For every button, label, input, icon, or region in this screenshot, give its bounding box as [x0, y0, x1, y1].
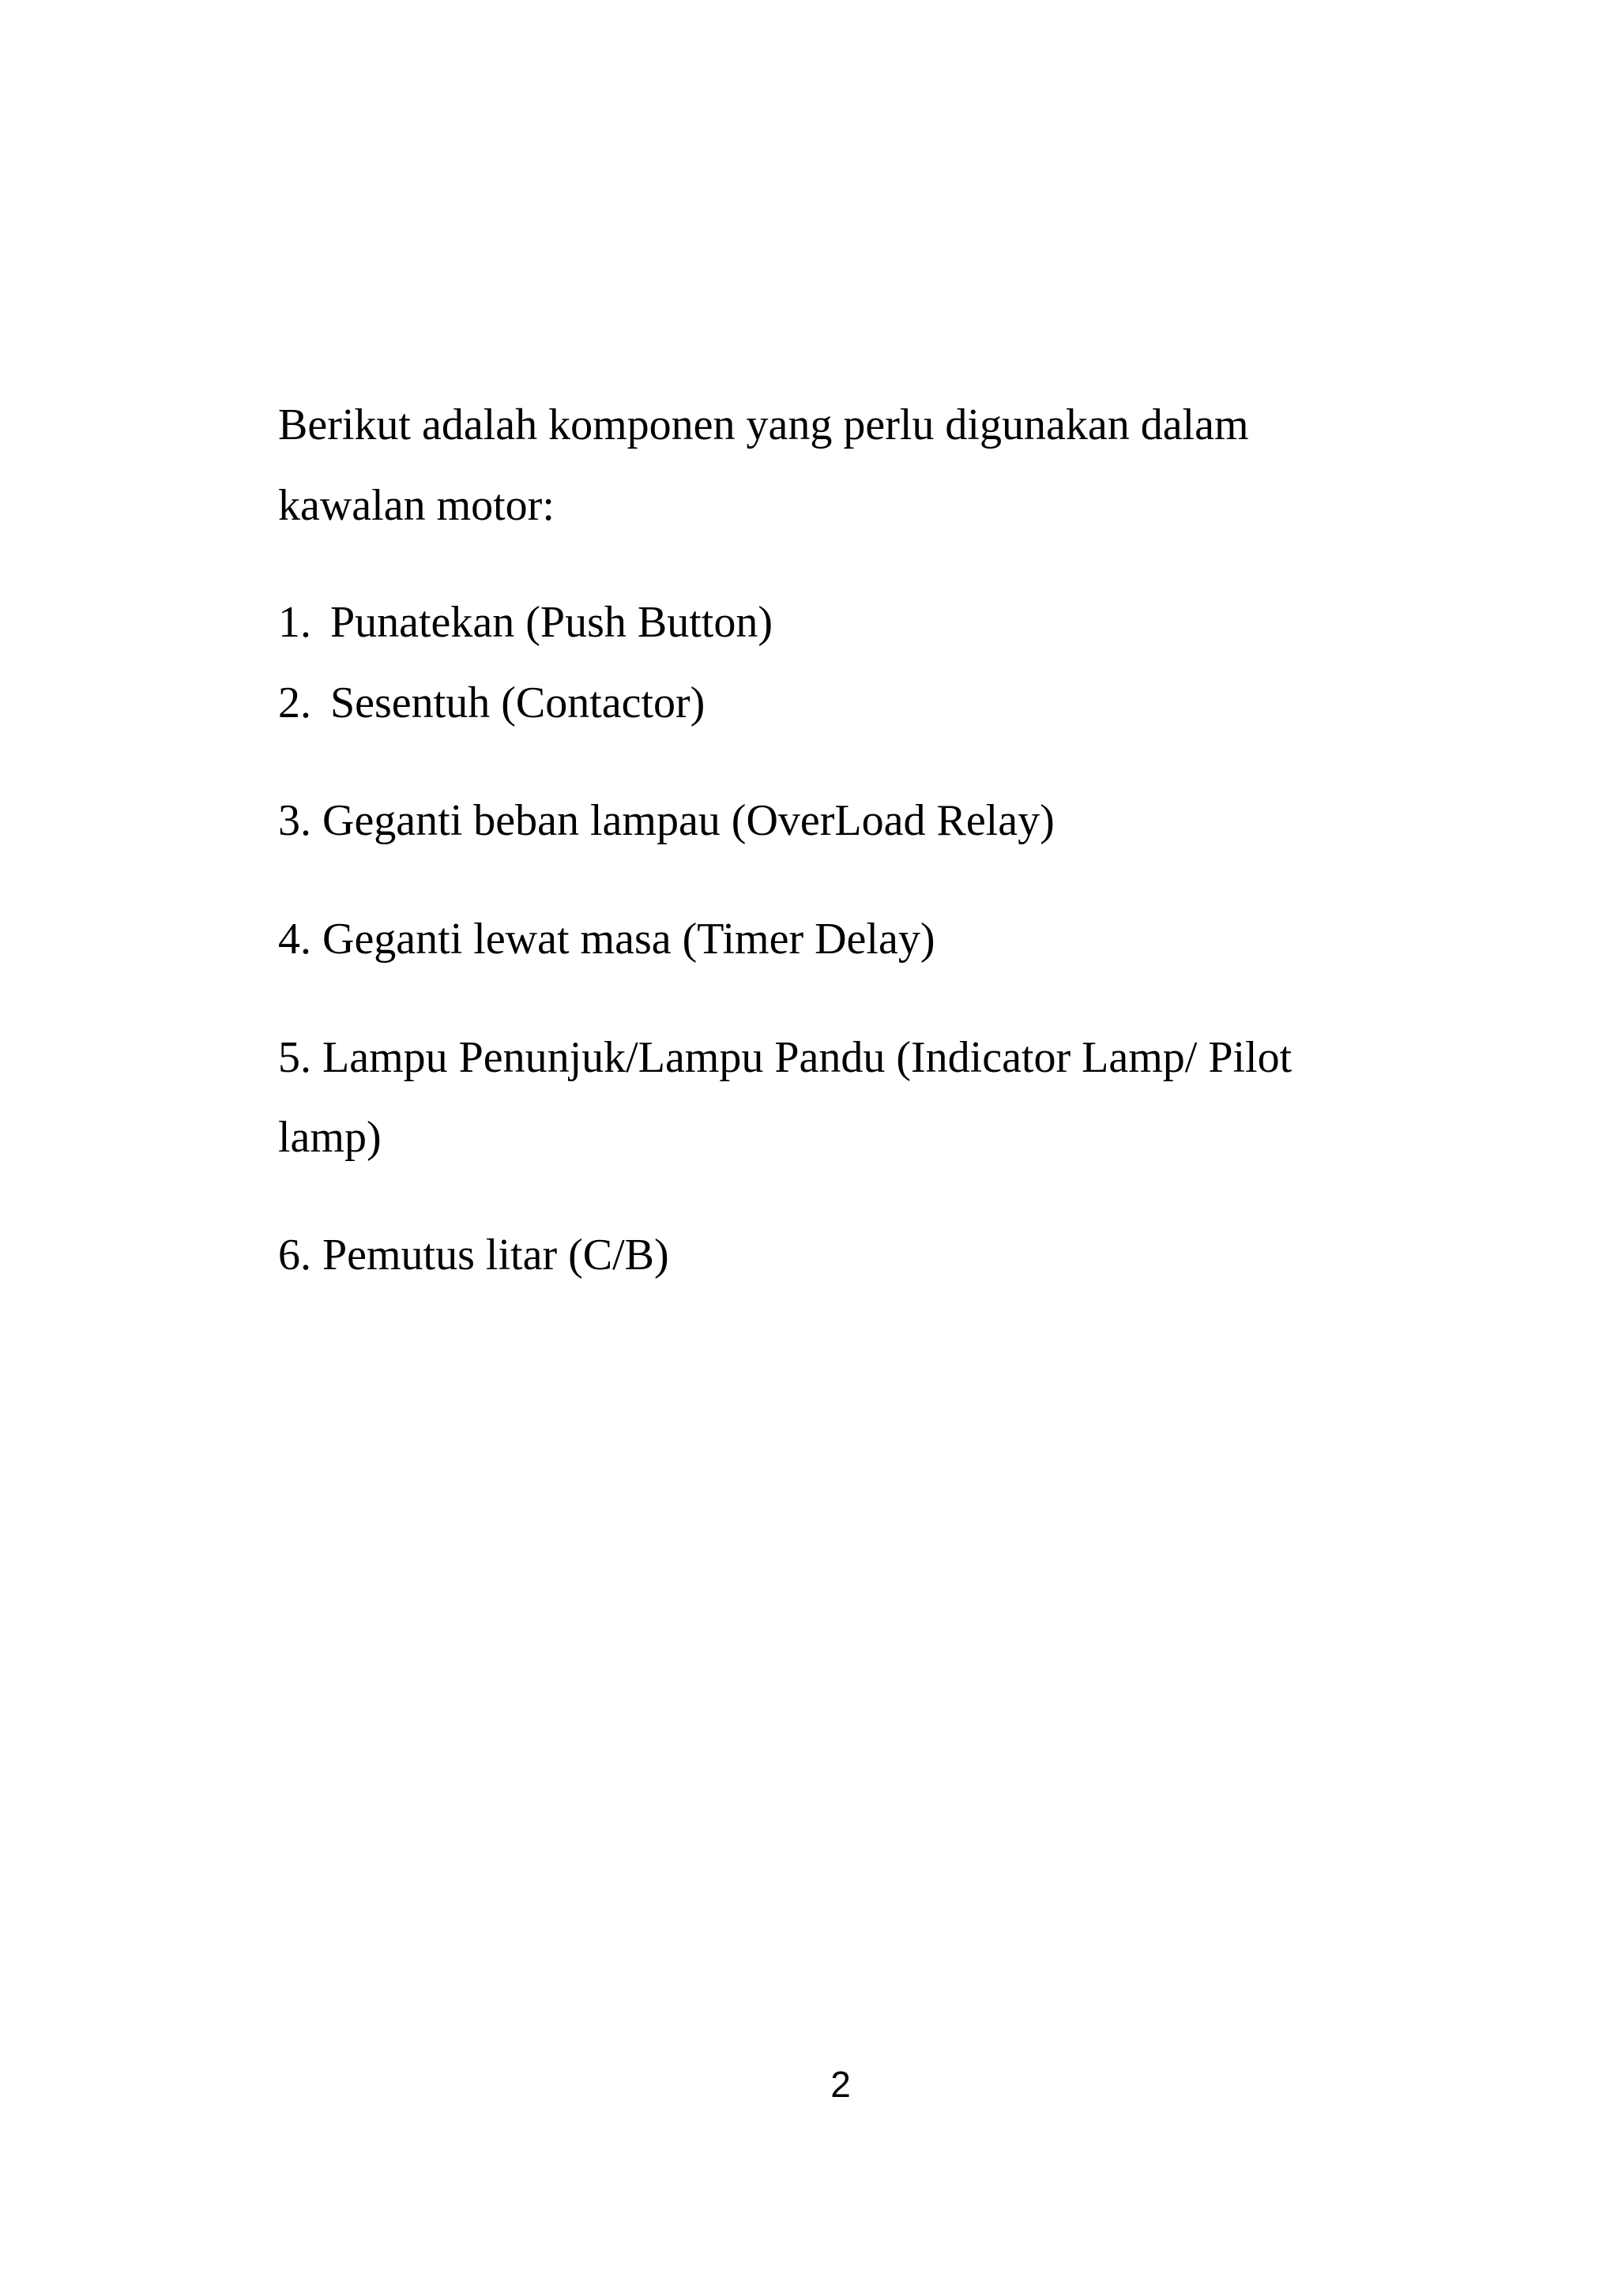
- list-item: [278, 915, 935, 964]
- list-item: [278, 678, 706, 727]
- list-item-number: 5.: [278, 1033, 311, 1082]
- list-item: [278, 796, 1055, 845]
- list-item-number: 3.: [278, 796, 311, 845]
- list-item-text: Pemutus litar (C/B): [322, 1231, 669, 1280]
- list-item-continuation: lamp): [278, 1113, 382, 1162]
- list-item: [278, 598, 773, 647]
- list-item-text: Geganti lewat masa (Timer Delay): [322, 915, 935, 964]
- list-item-number: 6.: [278, 1231, 311, 1280]
- intro-text-line-2: kawalan motor:: [278, 481, 555, 530]
- list-item-number: 4.: [278, 915, 311, 964]
- intro-text-line-1: Berikut adalah komponen yang perlu digunakan dalam: [278, 400, 1249, 449]
- page-number: 2: [830, 2064, 851, 2105]
- list-item-text: Punatekan (Push Button): [330, 598, 773, 647]
- list-item-text: Geganti beban lampau (OverLoad Relay): [322, 796, 1055, 845]
- list-item-text: Sesentuh (Contactor): [330, 678, 706, 727]
- list-item-number: 2.: [278, 678, 311, 727]
- list-item: [278, 1231, 669, 1280]
- list-item-text: Lampu Penunjuk/Lampu Pandu (Indicator Lamp/ Pilot: [322, 1033, 1293, 1082]
- list-item: [278, 1035, 1292, 1080]
- list-item-number: 1.: [278, 598, 311, 647]
